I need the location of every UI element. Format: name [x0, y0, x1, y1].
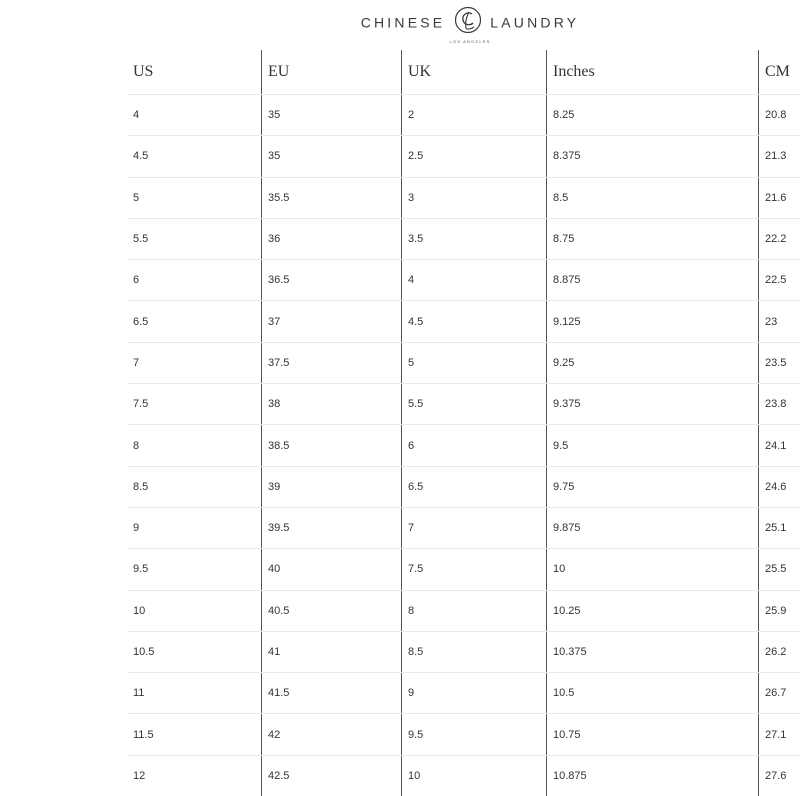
- cell-eu: 41.5: [262, 673, 402, 714]
- cell-inches: 9.125: [547, 301, 759, 342]
- cell-cm: 25.5: [759, 549, 800, 590]
- brand-logo: [0, 6, 800, 39]
- cell-uk: 3: [402, 177, 547, 218]
- cell-eu: 36: [262, 218, 402, 259]
- cell-us: 9: [127, 507, 262, 548]
- cell-eu: 39: [262, 466, 402, 507]
- cell-cm: 26.2: [759, 631, 800, 672]
- cell-us: 10.5: [127, 631, 262, 672]
- cl-monogram-icon: [454, 6, 482, 39]
- cell-cm: 20.8: [759, 95, 800, 136]
- cell-us: 8: [127, 425, 262, 466]
- cell-uk: 4.5: [402, 301, 547, 342]
- table-row: [127, 384, 800, 425]
- cell-inches: 8.375: [547, 136, 759, 177]
- cell-inches: 9.5: [547, 425, 759, 466]
- cell-us: 9.5: [127, 549, 262, 590]
- table-row: [127, 177, 800, 218]
- cell-eu: 42.5: [262, 755, 402, 796]
- cell-cm: 27.1: [759, 714, 800, 755]
- cell-inches: 8.875: [547, 260, 759, 301]
- cell-inches: 10: [547, 549, 759, 590]
- table-row: [127, 218, 800, 259]
- cell-eu: 39.5: [262, 507, 402, 548]
- table-row: [127, 507, 800, 548]
- table-row: [127, 342, 800, 383]
- size-chart-body: [127, 95, 800, 796]
- cell-eu: 38: [262, 384, 402, 425]
- cell-uk: 2.5: [402, 136, 547, 177]
- brand-word-left: CHINESE: [361, 15, 446, 31]
- cell-uk: 9.5: [402, 714, 547, 755]
- cell-us: 11: [127, 673, 262, 714]
- cell-uk: 7: [402, 507, 547, 548]
- cell-inches: 8.25: [547, 95, 759, 136]
- cell-uk: 6.5: [402, 466, 547, 507]
- header-us: US: [127, 50, 262, 95]
- cell-us: 4: [127, 95, 262, 136]
- cell-inches: 8.5: [547, 177, 759, 218]
- cell-eu: 35: [262, 95, 402, 136]
- cell-inches: 9.25: [547, 342, 759, 383]
- cell-inches: 10.25: [547, 590, 759, 631]
- size-chart-table: [127, 50, 800, 796]
- table-row: [127, 673, 800, 714]
- cell-eu: 42: [262, 714, 402, 755]
- cell-eu: 37.5: [262, 342, 402, 383]
- cell-cm: 25.9: [759, 590, 800, 631]
- cell-cm: 23: [759, 301, 800, 342]
- cell-inches: 10.875: [547, 755, 759, 796]
- cell-inches: 9.375: [547, 384, 759, 425]
- header-cm: CM: [759, 50, 800, 95]
- cell-eu: 37: [262, 301, 402, 342]
- cell-eu: 40: [262, 549, 402, 590]
- cell-us: 4.5: [127, 136, 262, 177]
- brand-tagline: LOS ANGELES: [361, 39, 580, 44]
- cell-cm: 26.7: [759, 673, 800, 714]
- cell-inches: 10.75: [547, 714, 759, 755]
- table-row: [127, 631, 800, 672]
- cell-inches: 9.75: [547, 466, 759, 507]
- table-row: [127, 755, 800, 796]
- cell-eu: 38.5: [262, 425, 402, 466]
- table-row: [127, 136, 800, 177]
- cell-uk: 5: [402, 342, 547, 383]
- cell-inches: 10.375: [547, 631, 759, 672]
- table-row: [127, 425, 800, 466]
- cell-cm: 21.3: [759, 136, 800, 177]
- cell-eu: 35: [262, 136, 402, 177]
- cell-cm: 27.6: [759, 755, 800, 796]
- table-header-row: [127, 50, 800, 95]
- cell-uk: 6: [402, 425, 547, 466]
- table-row: [127, 95, 800, 136]
- cell-inches: 8.75: [547, 218, 759, 259]
- cell-us: 5.5: [127, 218, 262, 259]
- cell-us: 12: [127, 755, 262, 796]
- cell-eu: 35.5: [262, 177, 402, 218]
- table-row: [127, 549, 800, 590]
- cell-uk: 10: [402, 755, 547, 796]
- header-inches: Inches: [547, 50, 759, 95]
- cell-uk: 8.5: [402, 631, 547, 672]
- cell-uk: 3.5: [402, 218, 547, 259]
- cell-eu: 40.5: [262, 590, 402, 631]
- cell-cm: 21.6: [759, 177, 800, 218]
- header-eu: EU: [262, 50, 402, 95]
- cell-cm: 22.2: [759, 218, 800, 259]
- cell-uk: 8: [402, 590, 547, 631]
- cell-inches: 10.5: [547, 673, 759, 714]
- cell-uk: 5.5: [402, 384, 547, 425]
- table-row: [127, 714, 800, 755]
- cell-cm: 23.8: [759, 384, 800, 425]
- table-row: [127, 466, 800, 507]
- cell-uk: 7.5: [402, 549, 547, 590]
- cell-uk: 9: [402, 673, 547, 714]
- cell-cm: 22.5: [759, 260, 800, 301]
- table-row: [127, 301, 800, 342]
- cell-cm: 24.6: [759, 466, 800, 507]
- cell-us: 11.5: [127, 714, 262, 755]
- table-row: [127, 590, 800, 631]
- cell-us: 6: [127, 260, 262, 301]
- cell-cm: 24.1: [759, 425, 800, 466]
- cell-us: 10: [127, 590, 262, 631]
- header-uk: UK: [402, 50, 547, 95]
- cell-uk: 4: [402, 260, 547, 301]
- cell-uk: 2: [402, 95, 547, 136]
- cell-us: 6.5: [127, 301, 262, 342]
- cell-cm: 23.5: [759, 342, 800, 383]
- cell-eu: 36.5: [262, 260, 402, 301]
- cell-us: 5: [127, 177, 262, 218]
- cell-us: 8.5: [127, 466, 262, 507]
- cell-inches: 9.875: [547, 507, 759, 548]
- cell-cm: 25.1: [759, 507, 800, 548]
- table-row: [127, 260, 800, 301]
- cell-us: 7.5: [127, 384, 262, 425]
- cell-us: 7: [127, 342, 262, 383]
- cell-eu: 41: [262, 631, 402, 672]
- brand-word-right: LAUNDRY: [490, 15, 579, 31]
